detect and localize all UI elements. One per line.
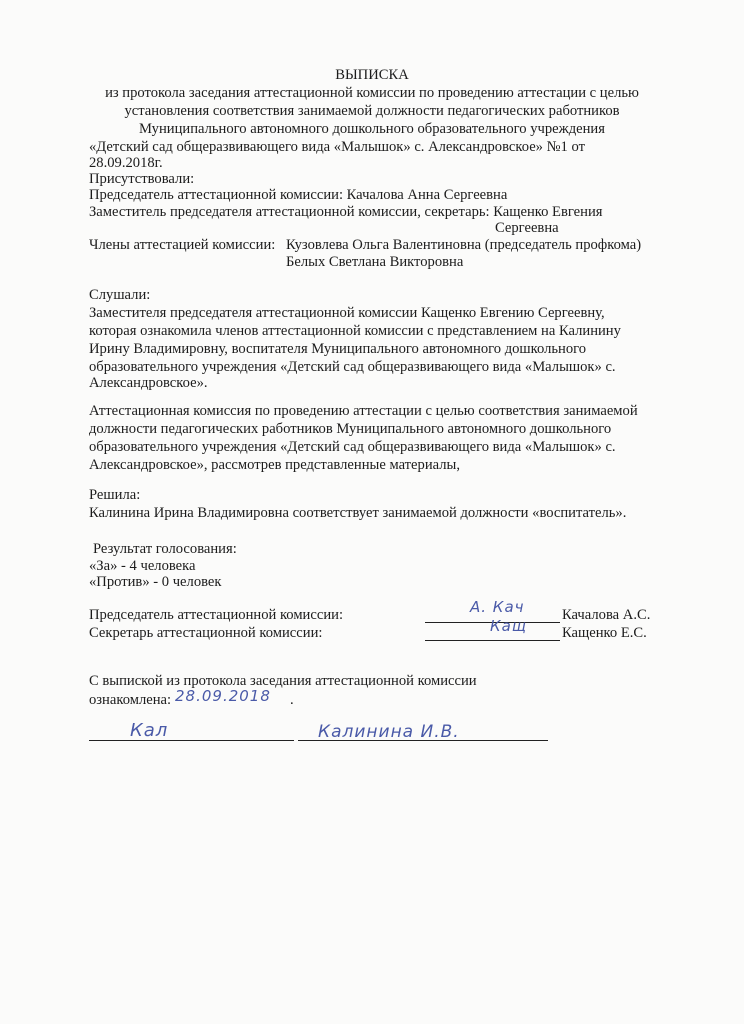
member-2: Белых Светлана Викторовна	[286, 254, 464, 270]
vote-against: «Против» - 0 человек	[89, 574, 222, 590]
heard-line: Заместителя председателя аттестационной комиссии Кащенко Евгению Сергеевну,	[89, 305, 605, 321]
deputy-line: Заместитель председателя аттестационной комиссии, секретарь: Кащенко Евгения	[89, 204, 603, 220]
decided-label: Решила:	[89, 487, 141, 503]
protocol-date: 28.09.2018г.	[89, 155, 163, 171]
subtitle-line: установления соответствия занимаемой должности педагогических работников	[124, 103, 620, 119]
members-label: Члены аттестацией комиссии:	[89, 237, 276, 253]
vote-label: Результат голосования:	[93, 541, 237, 557]
employee-signature-line	[89, 740, 294, 741]
acknowledge-date: 28.09.2018	[175, 687, 271, 705]
secretary-signature: Кащ	[490, 617, 527, 635]
secretary-signature-line	[425, 640, 560, 641]
deputy-line-cont: Сергеевна	[495, 220, 559, 236]
heard-line: Ирину Владимировну, воспитателя Муниципального автономного дошкольного	[89, 341, 587, 357]
chair-name: Качалова А.С.	[562, 607, 651, 623]
decided-text: Калинина Ирина Владимировна соответствует занимаемой должности «воспитатель».	[89, 505, 627, 521]
doc-title: ВЫПИСКА	[335, 67, 409, 83]
subtitle-line: Муниципального автономного дошкольного образовательного учреждения	[139, 121, 605, 137]
chair-sign-label: Председатель аттестационной комиссии:	[89, 607, 343, 623]
heard-line: образовательного учреждения «Детский сад общеразвивающего вида «Малышок» с.	[89, 359, 616, 375]
acknowledge-line: С выпиской из протокола заседания аттестационной комиссии	[89, 673, 477, 689]
subtitle-line: «Детский сад общеразвивающего вида «Малышок» с. Александровское» №1 от	[89, 139, 585, 155]
commission-line: должности педагогических работников Муниципального автономного дошкольного	[89, 421, 612, 437]
period: .	[290, 692, 294, 708]
heard-line: Александровское».	[89, 375, 208, 391]
secretary-name: Кащенко Е.С.	[562, 625, 647, 641]
commission-line: образовательного учреждения «Детский сад общеразвивающего вида «Малышок» с.	[89, 439, 616, 455]
member-1: Кузовлева Ольга Валентиновна (председатель профкома)	[286, 237, 642, 253]
secretary-sign-label: Секретарь аттестационной комиссии:	[89, 625, 323, 641]
employee-signature: Кал	[130, 720, 169, 741]
vote-for: «За» - 4 человека	[89, 558, 196, 574]
heard-label: Слушали:	[89, 287, 151, 303]
heard-line: которая ознакомила членов аттестационной комиссии с представлением на Калинину	[89, 323, 621, 339]
employee-handwritten-name: Калинина И.В.	[318, 722, 460, 742]
chair-signature: А. Кач	[470, 598, 525, 616]
chair-line: Председатель аттестационной комиссии: Качалова Анна Сергеевна	[89, 187, 508, 203]
subtitle-line: из протокола заседания аттестационной комиссии по проведению аттестации с целью	[105, 85, 639, 101]
commission-line: Аттестационная комиссия по проведению аттестации с целью соответствия занимаемой	[89, 403, 638, 419]
present-label: Присутствовали:	[89, 171, 195, 187]
acknowledge-label: ознакомлена:	[89, 692, 172, 708]
commission-line: Александровское», рассмотрев представленные материалы,	[89, 457, 460, 473]
